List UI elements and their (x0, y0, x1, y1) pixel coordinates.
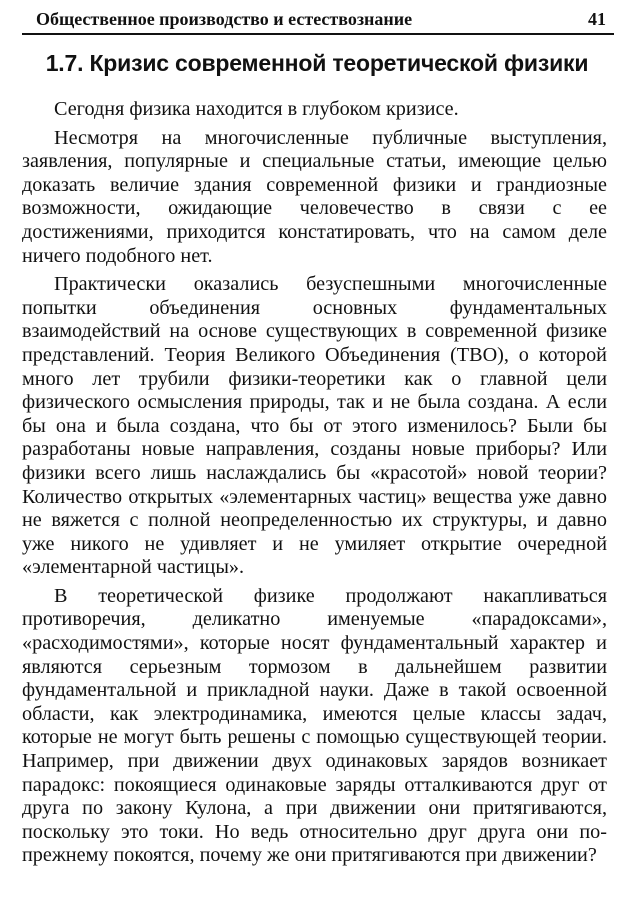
body-text (22, 98, 607, 873)
paragraph: Несмотря на многочисленные публичные выступления, заявления, популярные и специальные статьи, имеющие целью доказать величие здания современной физики и грандиозные возможности, ожидающие человечество в связи с ее достижениями, приходится констатировать, что на самом деле ничего подобного нет. (22, 126, 607, 267)
running-title: Общественное производство и естествознание (36, 9, 413, 29)
section-title: 1.7. Кризис современной теоретической физики (45, 50, 589, 76)
paragraph: Сегодня физика находится в глубоком кризисе. (54, 98, 459, 120)
paragraph: Практически оказались безуспешными многочисленные попытки объединения основных фундаментальных взаимодействий на основе существующих в современной физике представлений. Теория Великого Объединения (ТВО), о которой много лет трубили физики-теоретики как о главной цели физического осмысления природы, так и не была создана. А если бы она и была создана, что бы от этого изменилось? Были бы разработаны новые направления, созданы новые приборы? Или физики всего лишь наслаждались бы «красотой» новой теории? Количество открытых «элементарных частиц» вещества уже давно не вяжется с полной неопределенностью их структуры, и давно уже никого не удивляет и не умиляет открытие очередной «элементарной частицы». (22, 273, 607, 579)
page-number: 41 (588, 9, 606, 29)
running-header (22, 4, 614, 35)
paragraph: В теоретической физике продолжают накапливаться противоречия, деликатно именуемые «парадоксами», «расходимостями», которые носят фундаментальный характер и являются серьезным тормозом в дальнейшем развитии фундаментальной и прикладной науки. Даже в такой освоенной области, как электродинамика, имеются целые классы задач, которые не могут быть решены с помощью существующей теории. Например, при движении двух одинаковых зарядов возникает парадокс: покоящиеся одинаковые заряды отталкиваются друг от друга по закону Кулона, а при движении они притягиваются, поскольку это токи. Но ведь относительно друг друга они по-прежнему покоятся, почему же они притягиваются при движении? (22, 584, 607, 867)
